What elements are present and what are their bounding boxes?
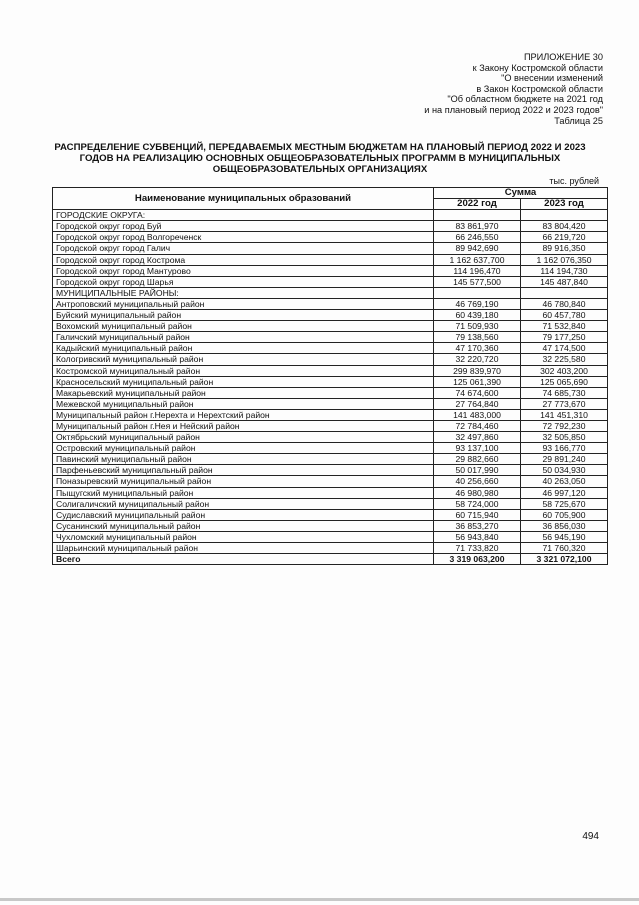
cell-value-2023: 72 792,230 [521, 420, 608, 431]
cell-value-2022: 299 839,970 [434, 365, 521, 376]
cell-value-2022: 60 715,940 [434, 509, 521, 520]
table-row [53, 354, 608, 365]
cell-value-2022: 32 220,720 [434, 354, 521, 365]
table-row [53, 221, 608, 232]
table-row [53, 232, 608, 243]
cell-value-2022: 1 162 637,700 [434, 254, 521, 265]
table-row [53, 509, 608, 520]
table-row [53, 531, 608, 542]
cell-value-2023 [521, 210, 608, 221]
cell-municipality: Муниципальный район г.Нерехта и Нерехтский район [53, 409, 434, 420]
cell-value-2022: 32 497,860 [434, 432, 521, 443]
cell-value-2023: 145 487,840 [521, 276, 608, 287]
cell-value-2022: 36 853,270 [434, 520, 521, 531]
cell-value-2022: 66 246,550 [434, 232, 521, 243]
cell-municipality: Пыщугский муниципальный район [53, 487, 434, 498]
table-row [53, 520, 608, 531]
cell-municipality: Октябрьский муниципальный район [53, 432, 434, 443]
cell-value-2023: 46 997,120 [521, 487, 608, 498]
table-row [53, 298, 608, 309]
table-row [53, 343, 608, 354]
table-row [53, 210, 608, 221]
cell-total-2022: 3 319 063,200 [434, 554, 521, 565]
cell-municipality: Городской округ город Мантурово [53, 265, 434, 276]
cell-municipality: Межевской муниципальный район [53, 398, 434, 409]
cell-value-2023: 36 856,030 [521, 520, 608, 531]
cell-value-2023: 1 162 076,350 [521, 254, 608, 265]
table-row [53, 387, 608, 398]
table-row [53, 254, 608, 265]
table-row [53, 432, 608, 443]
table-row [53, 398, 608, 409]
cell-municipality: Галичский муниципальный район [53, 332, 434, 343]
cell-value-2023: 47 174,500 [521, 343, 608, 354]
cell-value-2022: 89 942,690 [434, 243, 521, 254]
cell-value-2022: 56 943,840 [434, 531, 521, 542]
table-row [53, 476, 608, 487]
cell-municipality: Городской округ город Буй [53, 221, 434, 232]
cell-value-2023: 56 945,190 [521, 531, 608, 542]
cell-value-2022 [434, 210, 521, 221]
cell-value-2022: 29 882,660 [434, 454, 521, 465]
cell-municipality: Островский муниципальный район [53, 443, 434, 454]
table-row [53, 287, 608, 298]
cell-value-2022: 141 483,000 [434, 409, 521, 420]
cell-value-2022: 60 439,180 [434, 310, 521, 321]
cell-municipality: Кадыйский муниципальный район [53, 343, 434, 354]
subsidy-table [52, 187, 608, 565]
cell-value-2023: 27 773,670 [521, 398, 608, 409]
cell-municipality: Костромской муниципальный район [53, 365, 434, 376]
cell-municipality: Поназыревский муниципальный район [53, 476, 434, 487]
table-row [53, 276, 608, 287]
cell-value-2022: 125 061,390 [434, 376, 521, 387]
cell-value-2023: 71 760,320 [521, 543, 608, 554]
cell-value-2022: 50 017,990 [434, 465, 521, 476]
appendix-line: и на плановый период 2022 и 2023 годов" [424, 104, 603, 115]
cell-municipality: ГОРОДСКИЕ ОКРУГА: [53, 210, 434, 221]
cell-municipality: Чухломский муниципальный район [53, 531, 434, 542]
cell-value-2023: 125 065,690 [521, 376, 608, 387]
appendix-line: "Об областном бюджете на 2021 год [447, 94, 603, 105]
cell-municipality: Солигаличский муниципальный район [53, 498, 434, 509]
cell-municipality: МУНИЦИПАЛЬНЫЕ РАЙОНЫ: [53, 287, 434, 298]
cell-value-2022: 79 138,560 [434, 332, 521, 343]
title-line: ГОДОВ НА РЕАЛИЗАЦИЮ ОСНОВНЫХ ОБЩЕОБРАЗОВАТЕЛЬНЫХ ПРОГРАММ В МУНИЦИПАЛЬНЫХ [79, 153, 561, 164]
cell-municipality: Вохомский муниципальный район [53, 321, 434, 332]
cell-value-2023: 79 177,250 [521, 332, 608, 343]
table-row [53, 543, 608, 554]
cell-value-2023: 46 780,840 [521, 298, 608, 309]
table-total-row [53, 554, 608, 565]
cell-value-2023: 32 505,850 [521, 432, 608, 443]
cell-value-2022: 27 764,840 [434, 398, 521, 409]
cell-value-2023: 60 705,900 [521, 509, 608, 520]
cell-municipality: Городской округ город Шарья [53, 276, 434, 287]
table-row [53, 420, 608, 431]
table-row [53, 365, 608, 376]
cell-value-2023: 66 219,720 [521, 232, 608, 243]
appendix-line: в Закон Костромской области [476, 83, 603, 94]
cell-municipality: Макарьевский муниципальный район [53, 387, 434, 398]
table-row [53, 243, 608, 254]
cell-municipality: Буйский муниципальный район [53, 310, 434, 321]
cell-value-2022: 71 733,820 [434, 543, 521, 554]
cell-value-2022: 47 170,360 [434, 343, 521, 354]
cell-value-2022 [434, 287, 521, 298]
cell-total-2023: 3 321 072,100 [521, 554, 608, 565]
title-line: РАСПРЕДЕЛЕНИЕ СУБВЕНЦИЙ, ПЕРЕДАВАЕМЫХ МЕСТНЫМ БЮДЖЕТАМ НА ПЛАНОВЫЙ ПЕРИОД 2022 И 2023 [54, 142, 586, 153]
cell-value-2022: 114 196,470 [434, 265, 521, 276]
table-body [53, 210, 608, 565]
cell-municipality: Кологривский муниципальный район [53, 354, 434, 365]
cell-value-2023: 40 263,050 [521, 476, 608, 487]
column-header-2023: 2023 год [521, 199, 608, 210]
appendix-line: "О внесении изменений [501, 73, 603, 84]
table-row [53, 487, 608, 498]
cell-value-2023: 71 532,840 [521, 321, 608, 332]
cell-value-2023: 60 457,780 [521, 310, 608, 321]
cell-municipality: Шарьинский муниципальный район [53, 543, 434, 554]
cell-municipality: Городской округ город Галич [53, 243, 434, 254]
cell-municipality: Парфеньевский муниципальный район [53, 465, 434, 476]
column-header-2022: 2022 год [434, 199, 521, 210]
table-row [53, 321, 608, 332]
cell-value-2023: 93 166,770 [521, 443, 608, 454]
cell-value-2022: 40 256,660 [434, 476, 521, 487]
cell-municipality: Сусанинский муниципальный район [53, 520, 434, 531]
table-row [53, 465, 608, 476]
units-label: тыс. рублей [549, 176, 599, 186]
cell-value-2023: 58 725,670 [521, 498, 608, 509]
column-header-name: Наименование муниципальных образований [53, 188, 434, 210]
table-row [53, 332, 608, 343]
table-row [53, 498, 608, 509]
cell-value-2022: 74 674,600 [434, 387, 521, 398]
page-number: 494 [582, 831, 599, 842]
cell-value-2023 [521, 287, 608, 298]
appendix-header [343, 52, 603, 126]
cell-municipality: Городской округ город Кострома [53, 254, 434, 265]
table-row [53, 310, 608, 321]
cell-value-2023: 32 225,580 [521, 354, 608, 365]
table-row [53, 409, 608, 420]
cell-value-2022: 58 724,000 [434, 498, 521, 509]
cell-value-2023: 114 194,730 [521, 265, 608, 276]
cell-value-2023: 141 451,310 [521, 409, 608, 420]
cell-value-2022: 93 137,100 [434, 443, 521, 454]
table-row [53, 443, 608, 454]
appendix-line: ПРИЛОЖЕНИЕ 30 [523, 52, 603, 62]
table-row [53, 454, 608, 465]
cell-municipality: Красносельский муниципальный район [53, 376, 434, 387]
cell-value-2022: 71 509,930 [434, 321, 521, 332]
title-line: ОБЩЕОБРАЗОВАТЕЛЬНЫХ ОРГАНИЗАЦИЯХ [212, 164, 428, 175]
scan-edge-divider [0, 898, 639, 901]
cell-value-2023: 74 685,730 [521, 387, 608, 398]
cell-value-2022: 46 769,190 [434, 298, 521, 309]
cell-value-2022: 72 784,460 [434, 420, 521, 431]
cell-municipality: Павинский муниципальный район [53, 454, 434, 465]
document-title [40, 142, 600, 175]
cell-value-2022: 83 861,970 [434, 221, 521, 232]
cell-value-2023: 50 034,930 [521, 465, 608, 476]
cell-value-2022: 145 577,500 [434, 276, 521, 287]
table-row [53, 376, 608, 387]
table-header-row [53, 188, 608, 199]
table-number: Таблица 25 [554, 115, 603, 126]
cell-municipality: Судиславский муниципальный район [53, 509, 434, 520]
table-row [53, 265, 608, 276]
cell-value-2022: 46 980,980 [434, 487, 521, 498]
cell-value-2023: 29 891,240 [521, 454, 608, 465]
column-header-sum: Сумма [434, 188, 608, 199]
appendix-line: к Закону Костромской области [472, 62, 603, 73]
cell-municipality: Городской округ город Волгореченск [53, 232, 434, 243]
cell-value-2023: 89 916,350 [521, 243, 608, 254]
cell-municipality: Антроповский муниципальный район [53, 298, 434, 309]
cell-value-2023: 83 804,420 [521, 221, 608, 232]
cell-municipality: Муниципальный район г.Нея и Нейский район [53, 420, 434, 431]
cell-value-2023: 302 403,200 [521, 365, 608, 376]
cell-total-label: Всего [53, 554, 434, 565]
